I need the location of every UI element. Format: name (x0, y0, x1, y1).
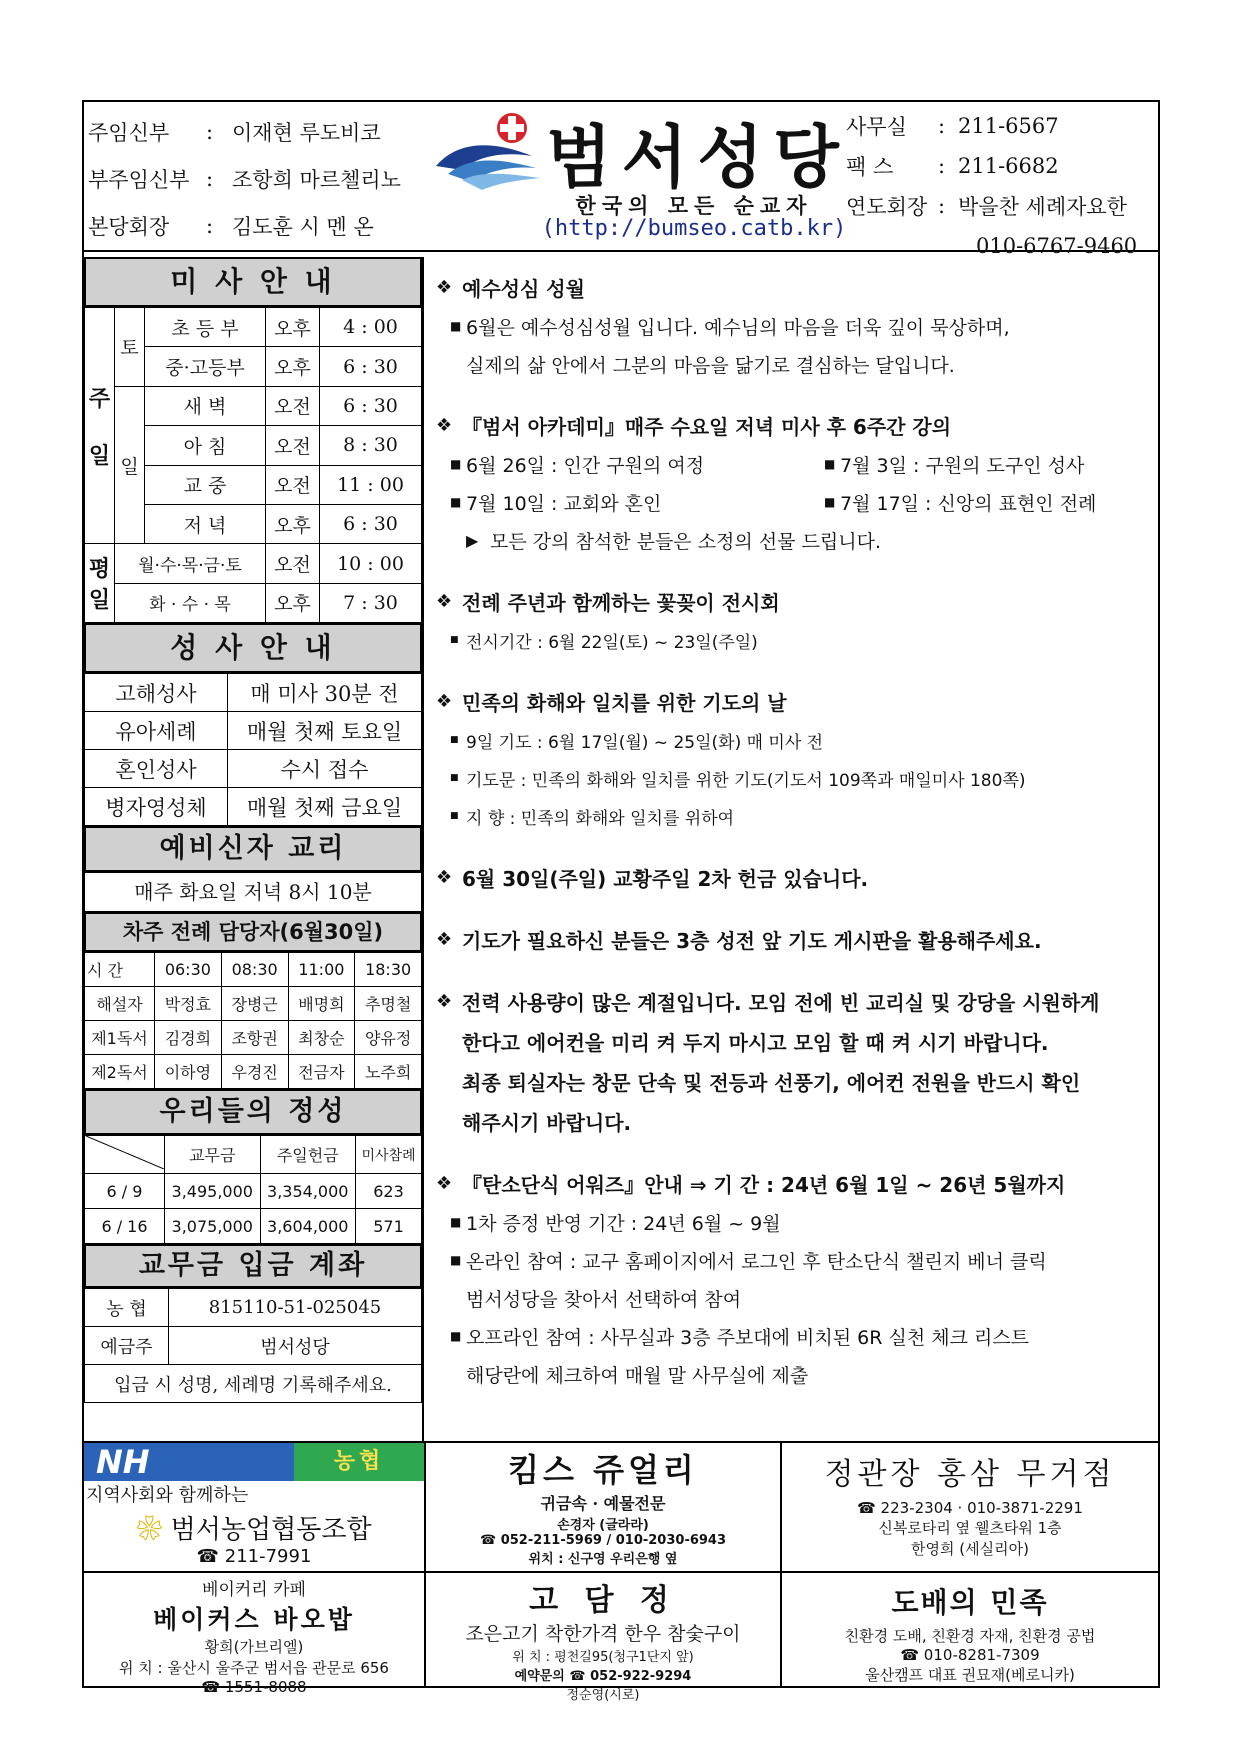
header-contacts (844, 102, 1158, 258)
mass-title: 미 사 안 내 (84, 257, 422, 307)
bulletin-page (82, 100, 1160, 1703)
yeondo-phone: 010-6767-9460 (976, 234, 1138, 258)
notice-3: ❖ 전례 주년과 함께하는 꽃꽂이 전시회 ■ 전시기간 : 6월 22일(토) ~ 23일(주일) (436, 590, 780, 653)
pastor-row: 주임신부 : 이재현 루도비코 (88, 119, 381, 145)
ads-section (84, 1441, 1158, 1703)
sunday-day-label: 일 (115, 386, 145, 544)
header (84, 102, 1158, 258)
catechumen-title: 예비신자 교리 (84, 826, 422, 872)
diagonal-line-icon (86, 1136, 164, 1169)
table-row: 혼인성사 수시 접수 (85, 750, 422, 788)
table-row: 6 / 9 3,495,000 3,354,000 623 (85, 1174, 422, 1209)
nh-logo-bar: NH 농협 (84, 1443, 424, 1481)
table-row: 해설자 박정효 장병근 배명희 추명철 (85, 987, 422, 1021)
diagonal-cell (85, 1136, 165, 1174)
weekday-label: 평 일 (85, 544, 115, 623)
sacrament-title: 성 사 안 내 (84, 623, 422, 673)
table-row: 병자영성체 매월 첫째 금요일 (85, 788, 422, 826)
notice-1: ❖ 예수성심 성월 ■ 6월은 예수성심성월 입니다. 예수님의 마음을 더욱 깊이 묵상하며, 실제의 삶 안에서 그분의 마음을 닮기로 결심하는 달입니다. (436, 276, 1010, 377)
ad-jeonggwanjang: 정관장 홍삼 무거점 ☎ 223-2304 · 010-3871-2291 신복로타리 옆 웰츠타워 1층 한영희 (세실리아) (782, 1443, 1158, 1573)
table-row: 농 협 815110-51-025045 (85, 1289, 422, 1327)
notices-column (426, 257, 1158, 1441)
notice-2: ❖ 『범서 아카데미』매주 수요일 저녁 미사 후 6주간 강의 ■ 6월 26일 : 인간 구원의 여정 ■ 7월 3일 : 구원의 도구인 성사 ■ 7월 10일 : 교회와 혼인 ■ 7월 17일 : 신앙의 표현인 전례 ▶ 모든 강의 참석한 분들은 소정의 선물 드립니다. (436, 414, 1097, 553)
table-row: 제1독서 김경희 조항권 최창순 양유정 (85, 1021, 422, 1055)
notice-4: ❖ 민족의 화해와 일치를 위한 기도의 날 ■ 9일 기도 : 6월 17일(월) ~ 25일(화) 매 미사 전 ■ 기도문 : 민족의 화해와 일치를 위한 기도(기도서 109쪽과 매일미사 180쪽) ■ 지 향 : 민족의 화해와 일치를 위하여 (436, 690, 1026, 829)
table-row: 교 중 오전 11 : 00 (85, 465, 422, 504)
table-row: 주 일 토 초 등 부 오후 4 : 00 (85, 308, 422, 347)
offering-table (84, 1135, 422, 1244)
liturgy-duty-table (84, 952, 422, 1089)
fax-row: 팩 스 : 211-6682 (846, 154, 1059, 179)
ad-bakery: 베이커리 카페 베이커스 바오밥 황희(가브리엘) 위 치 : 울산시 울주군 범서읍 관문로 656 ☎ 1551-8088 (84, 1573, 426, 1688)
left-column (84, 257, 424, 1441)
table-row: 저 녁 오후 6 : 30 (85, 504, 422, 543)
account-title: 교무금 입금 계좌 (84, 1244, 422, 1288)
ad-godamjeong: 고 담 정 조은고기 착한가격 한우 참숯구이 위 치 : 평천길95(청구1단지 앞) 예약문의 ☎ 052-922-9294 정순영(시로) (426, 1573, 782, 1688)
parish-president-row: 본당회장 : 김도훈 시 멘 온 (88, 213, 374, 239)
saturday-label: 토 (115, 308, 145, 387)
table-row: 입금 시 성명, 세례명 기록해주세요. (85, 1365, 422, 1403)
table-row: 중·고등부 오후 6 : 30 (85, 347, 422, 386)
offering-title: 우리들의 정성 (84, 1089, 422, 1135)
nh-emblem-icon: ❀ (136, 1515, 171, 1545)
table-row: 화 · 수 · 목 오후 7 : 30 (85, 583, 422, 622)
table-row: 고해성사 매 미사 30분 전 (85, 674, 422, 712)
table-row: 6 / 16 3,075,000 3,604,000 571 (85, 1209, 422, 1244)
table-row: 교무금 주일헌금 미사참례 (85, 1136, 422, 1174)
ad-kims-jewelry: 킴스 쥬얼리 귀금속 · 예물전문 손경자 (글라라) ☎ 052-211-5969 / 010-2030-6943 위치 : 신구영 우리은행 옆 (426, 1443, 782, 1573)
duty-title: 차주 전례 담당자(6월30일) (84, 912, 422, 952)
notice-5: ❖ 6월 30일(주일) 교황주일 2차 헌금 있습니다. (436, 866, 869, 891)
sacrament-table (84, 673, 422, 826)
parish-url[interactable]: (http://bumseo.catb.kr) (541, 216, 847, 241)
table-row: 일 새 벽 오전 6 : 30 (85, 386, 422, 425)
office-row: 사무실 : 211-6567 (846, 114, 1059, 139)
parish-logo-icon (432, 110, 550, 196)
assistant-pastor-row: 부주임신부 : 조항희 마르첼리노 (88, 166, 401, 192)
yeondo-row: 연도회장 : 박을찬 세례자요한 (846, 194, 1127, 219)
table-row: 시 간 06:30 08:30 11:00 18:30 (85, 953, 422, 987)
table-row: 제2독서 이하영 우경진 전금자 노주희 (85, 1055, 422, 1089)
sunday-label: 주 일 (85, 308, 115, 544)
account-table (84, 1288, 422, 1403)
table-row: 예금주 범서성당 (85, 1327, 422, 1365)
table-row: 유아세례 매월 첫째 토요일 (85, 712, 422, 750)
ad-nh: NH 농협 지역사회와 함께하는 ❀ 범서농업협동조합 ☎ 211-7991 (84, 1443, 426, 1573)
notice-7: ❖ 전력 사용량이 많은 계절입니다. 모임 전에 빈 교리실 및 강당을 시원하게 한다고 에어컨을 미리 켜 두지 마시고 모임 할 때 켜 시기 바랍니다. 최종 퇴실자는 창문 단속 및 전등과 선풍기, 에어컨 전원을 반드시 확인 해주시기 바랍니다. (436, 990, 1100, 1135)
ad-dobae: 도배의 민족 친환경 도배, 친환경 자재, 친환경 공법 ☎ 010-8281-7309 울산캠프 대표 권묘재(베로니카) (844, 1586, 1096, 1684)
table-row: 평 일 월·수·목·금·토 오전 10 : 00 (85, 544, 422, 583)
mass-schedule-table (84, 307, 422, 623)
parish-title: 범서성당 (546, 119, 849, 198)
parish-motto: 한국의 모든 순교자 (575, 193, 813, 218)
notice-8: ❖ 『탄소단식 어워즈』안내 ⇒ 기 간 : 24년 6월 1일 ~ 26년 5월까지 ■ 1차 증정 반영 기간 : 24년 6월 ~ 9월 ■ 온라인 참여 : 교구 홈페이지에서 로그인 후 탄소단식 챌린지 베너 클릭 범서성당을 찾아서 선택하여 참여 ■ 오프라인 참여 : 사무실과 3층 주보대에 비치된 6R 실천 체크 리스트 해당란에 체크하여 매월 말 사무실에 제출 (436, 1172, 1066, 1387)
notice-6: ❖ 기도가 필요하신 분들은 3층 성전 앞 기도 게시판을 활용해주세요. (436, 928, 1042, 953)
catechumen-time: 매주 화요일 저녁 8시 10분 (84, 872, 422, 912)
header-clergy (84, 102, 424, 252)
table-row: 아 침 오전 8 : 30 (85, 426, 422, 465)
